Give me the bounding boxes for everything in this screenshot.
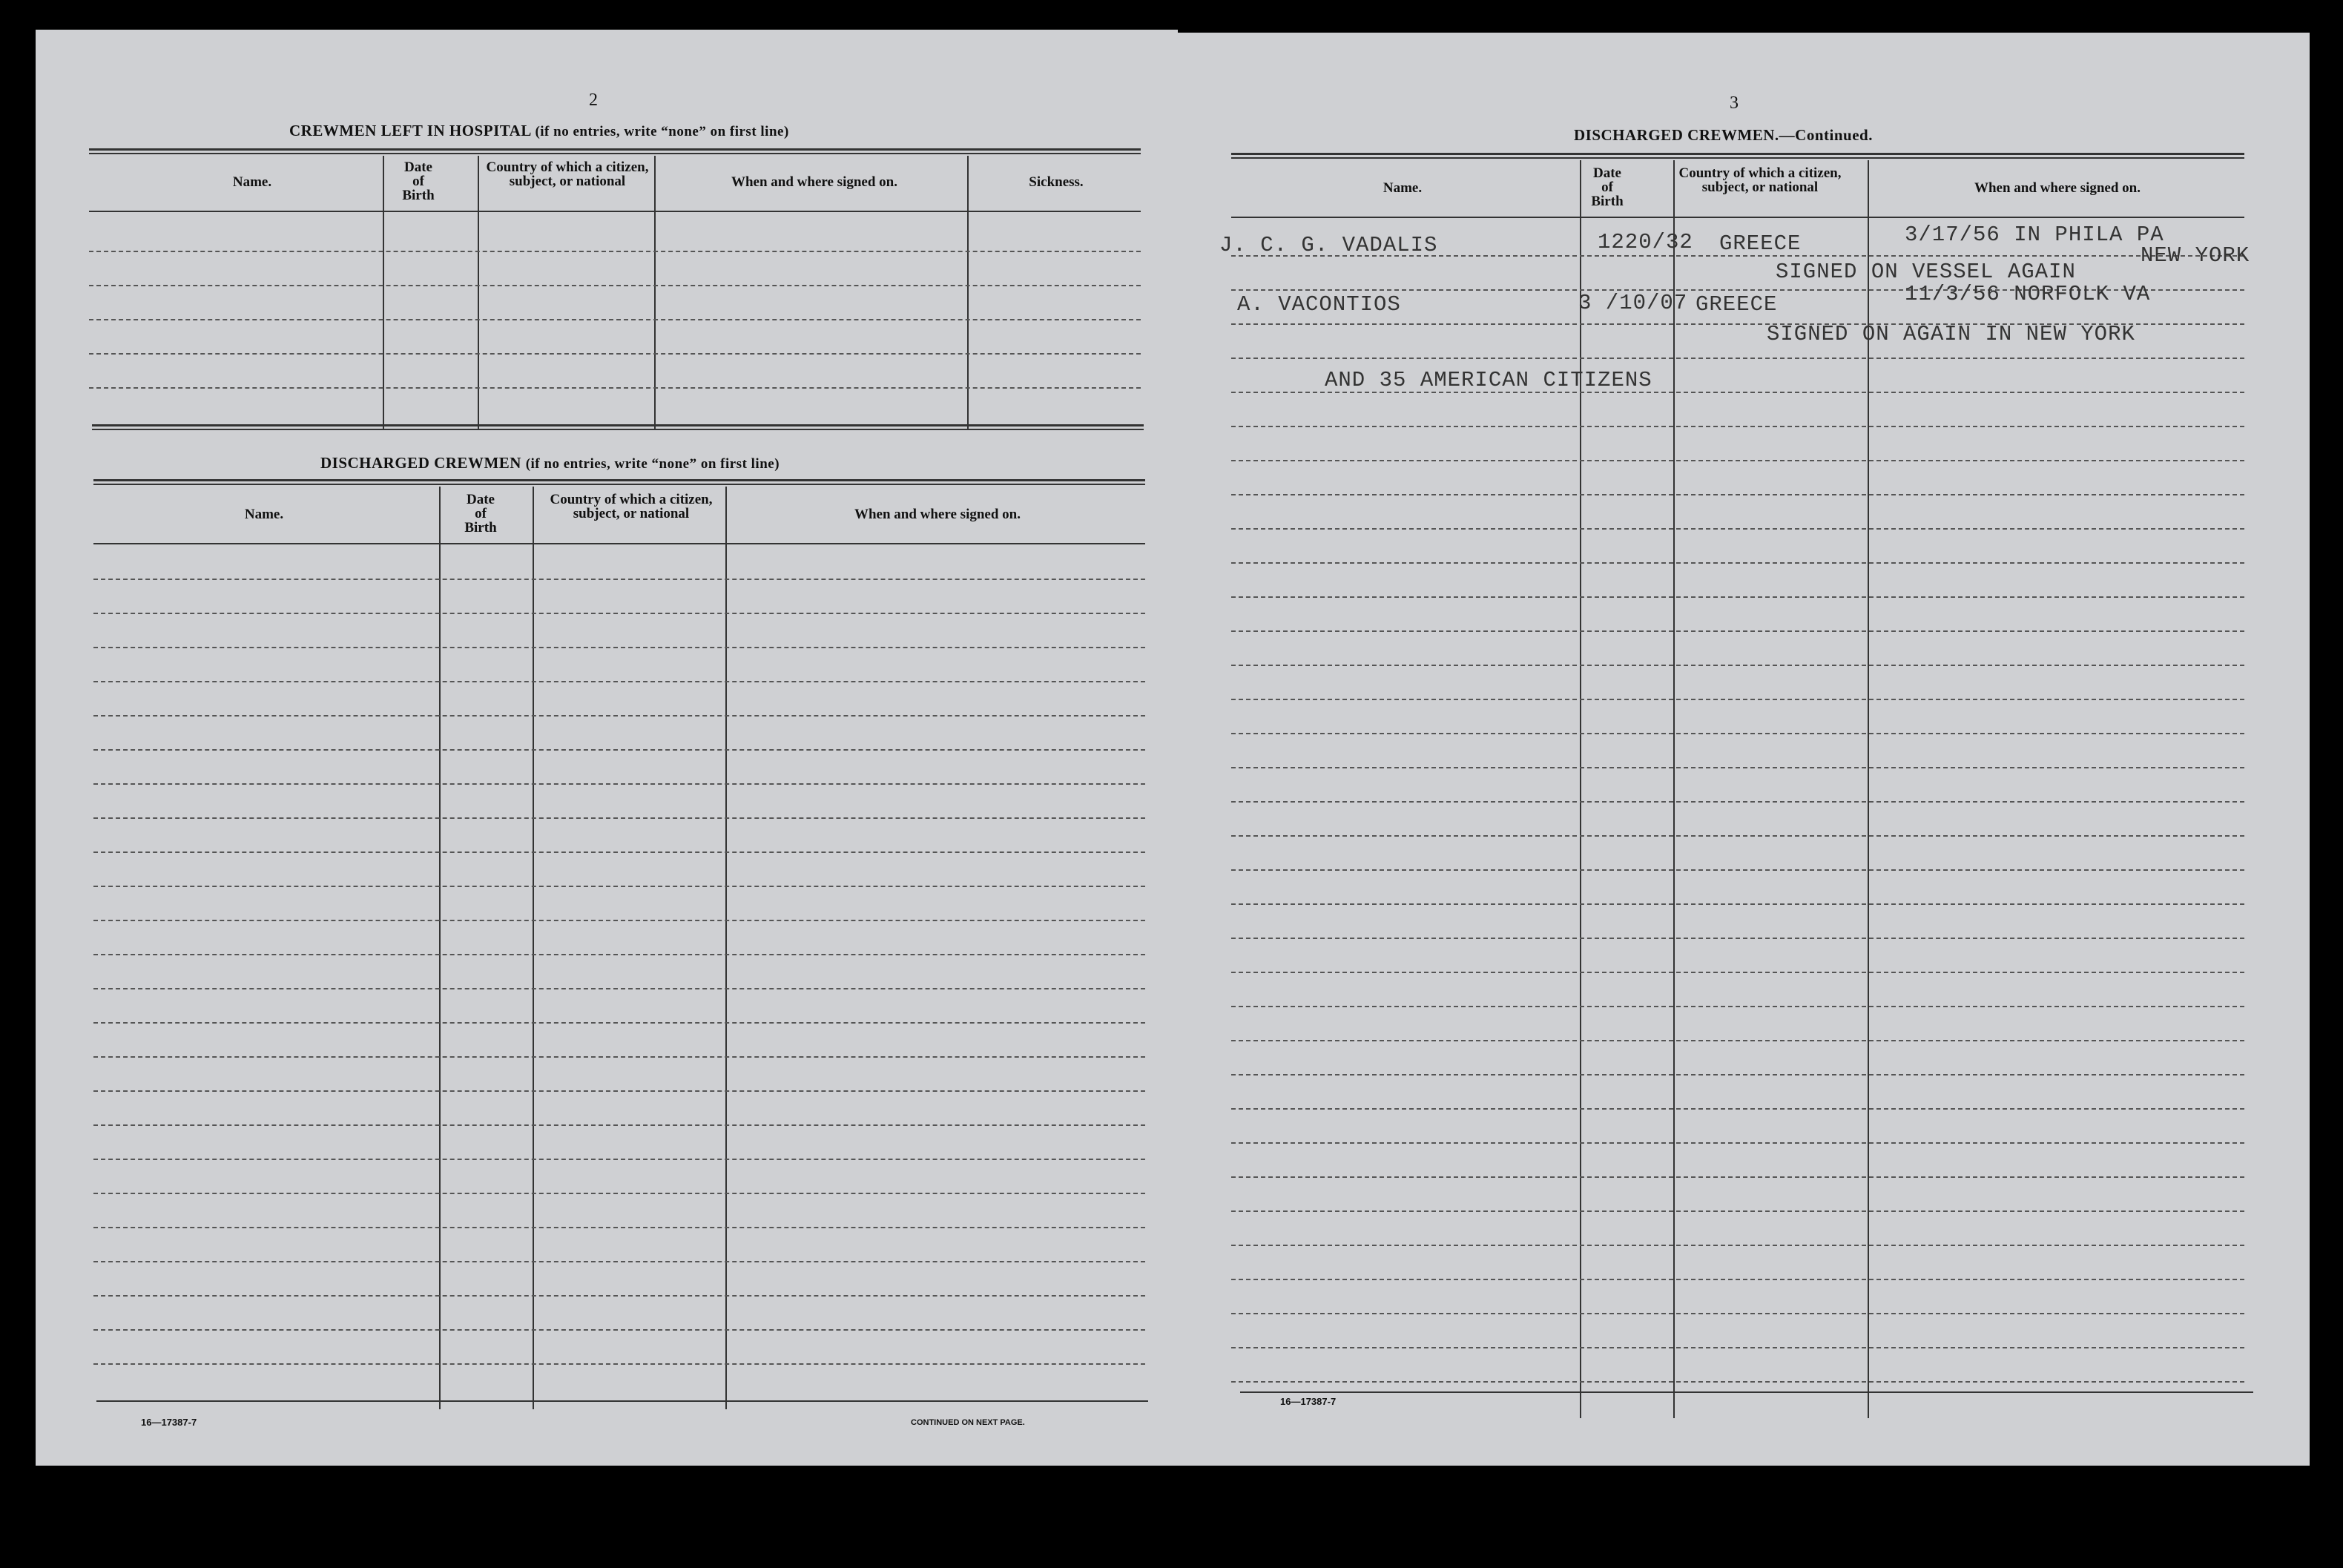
discharged-col-country: Country of which a citizen, subject, or national — [550, 492, 713, 521]
entry-line — [1231, 1381, 2244, 1383]
entry-line — [93, 715, 1145, 717]
page-number: 3 — [1730, 93, 1739, 113]
entry-line — [1231, 1108, 2244, 1110]
entry-line — [1231, 1142, 2244, 1144]
entry-line — [93, 681, 1145, 682]
discharged-title: DISCHARGED CREWMEN — [320, 454, 521, 472]
right-col-country: Country of which a citizen, subject, or national — [1678, 165, 1842, 195]
right-col-name: Name. — [1383, 180, 1423, 196]
continued-note: CONTINUED ON NEXT PAGE. — [911, 1418, 1025, 1427]
entry-line — [1231, 494, 2244, 495]
entry-line — [93, 1261, 1145, 1262]
hospital-top-rule — [89, 148, 1141, 154]
entry-signed-on: 11/3/56 NORFOLK VA — [1905, 282, 2151, 306]
discharged-header-rule — [93, 543, 1145, 544]
entry-line — [93, 783, 1145, 785]
hospital-header-rule — [89, 211, 1141, 212]
right-top-rule — [1231, 153, 2244, 159]
hospital-col-name: Name. — [232, 174, 272, 190]
entry-line — [1231, 1074, 2244, 1075]
hospital-col-signed: When and where signed on. — [731, 174, 897, 190]
entry-line — [1231, 699, 2244, 700]
discharged-col-dob: Date of Birth — [464, 492, 497, 536]
entry-name: A. VACONTIOS — [1237, 292, 1401, 317]
hospital-section-title — [289, 122, 789, 140]
hospital-instruction: (if no entries, write “none” on first line) — [535, 124, 789, 139]
entry-line — [93, 851, 1145, 853]
discharged-instruction: (if no entries, write “none” on first line) — [525, 456, 780, 472]
entry-line — [93, 1295, 1145, 1297]
entry-line — [1231, 358, 2244, 359]
entry-note: NEW YORK — [2141, 243, 2250, 268]
entry-summary: AND 35 AMERICAN CITIZENS — [1325, 368, 1652, 392]
right-col-dob: Date of Birth — [1591, 165, 1624, 209]
form-number: 16—17387-7 — [1280, 1396, 1337, 1407]
entry-country: GREECE — [1719, 231, 1802, 256]
entry-line — [93, 1227, 1145, 1228]
hospital-entry-line — [89, 353, 1141, 355]
entry-line — [1231, 801, 2244, 803]
entry-line — [93, 1193, 1145, 1194]
entry-line — [93, 579, 1145, 580]
entry-country: GREECE — [1696, 292, 1778, 317]
entry-line — [1231, 903, 2244, 905]
hospital-title: CREWMEN LEFT IN HOSPITAL — [289, 122, 531, 139]
entry-line — [93, 988, 1145, 989]
entry-line — [1231, 1006, 2244, 1007]
discharged-section-title — [320, 454, 780, 472]
entry-dob: 1220/32 — [1598, 230, 1693, 254]
discharged-bottom-rule — [96, 1400, 1148, 1402]
entry-line — [93, 1090, 1145, 1092]
entry-line — [1231, 596, 2244, 598]
hospital-col-sickness: Sickness. — [1029, 174, 1084, 190]
entry-line — [1231, 460, 2244, 461]
entry-signed-on: 3/17/56 IN PHILA PA — [1905, 223, 2164, 247]
entry-line — [93, 749, 1145, 751]
discharged-continued-title: DISCHARGED CREWMEN.—Continued. — [1574, 126, 1873, 144]
page-number: 2 — [589, 90, 598, 110]
entry-note: SIGNED ON VESSEL AGAIN — [1776, 260, 2076, 284]
entry-line — [1231, 1040, 2244, 1041]
entry-line — [93, 1363, 1145, 1365]
entry-dob: 3 /10/07 — [1578, 291, 1688, 315]
entry-line — [93, 1124, 1145, 1126]
entry-line — [93, 1329, 1145, 1331]
entry-line — [1231, 767, 2244, 768]
entry-line — [1231, 1245, 2244, 1246]
entry-line — [93, 1159, 1145, 1160]
entry-line — [1231, 528, 2244, 530]
right-col-signed: When and where signed on. — [1974, 180, 2141, 196]
entry-line — [1231, 835, 2244, 837]
right-divider — [1580, 160, 1581, 1418]
right-page — [1167, 33, 2310, 1466]
right-header-rule — [1231, 217, 2244, 218]
entry-line — [1231, 733, 2244, 734]
entry-note: SIGNED ON AGAIN IN NEW YORK — [1767, 322, 2135, 346]
entry-line — [1231, 1176, 2244, 1178]
entry-line — [1231, 1210, 2244, 1212]
entry-line — [1231, 562, 2244, 564]
entry-line — [93, 613, 1145, 614]
entry-line — [93, 647, 1145, 648]
hospital-entry-line — [89, 319, 1141, 320]
entry-line — [93, 920, 1145, 921]
left-page — [36, 30, 1178, 1466]
discharged-divider — [725, 487, 727, 1409]
hospital-entry-line — [89, 251, 1141, 252]
hospital-bottom-rule — [92, 424, 1144, 430]
entry-line — [93, 1056, 1145, 1058]
right-divider — [1673, 160, 1675, 1418]
entry-line — [93, 954, 1145, 955]
entry-line — [1231, 972, 2244, 973]
right-bottom-rule — [1240, 1391, 2253, 1393]
discharged-col-name: Name. — [244, 507, 284, 522]
entry-name: J. C. G. VADALIS — [1219, 233, 1438, 257]
discharged-col-signed: When and where signed on. — [854, 507, 1021, 522]
entry-line — [1231, 630, 2244, 632]
hospital-entry-line — [89, 387, 1141, 389]
discharged-top-rule — [93, 479, 1145, 485]
right-divider — [1868, 160, 1869, 1418]
entry-line — [1231, 1279, 2244, 1280]
entry-line — [1231, 665, 2244, 666]
discharged-divider — [533, 487, 534, 1409]
entry-line — [1231, 426, 2244, 427]
entry-line — [93, 886, 1145, 887]
form-number: 16—17387-7 — [141, 1417, 197, 1428]
discharged-divider — [439, 487, 441, 1409]
entry-line — [93, 817, 1145, 819]
entry-line — [1231, 1313, 2244, 1314]
hospital-col-dob: Date of Birth — [402, 159, 435, 203]
entry-line — [1231, 938, 2244, 939]
entry-line — [1231, 1347, 2244, 1348]
entry-line — [1231, 869, 2244, 871]
entry-line — [93, 1022, 1145, 1024]
hospital-entry-line — [89, 285, 1141, 286]
hospital-col-country: Country of which a citizen, subject, or national — [486, 159, 649, 189]
